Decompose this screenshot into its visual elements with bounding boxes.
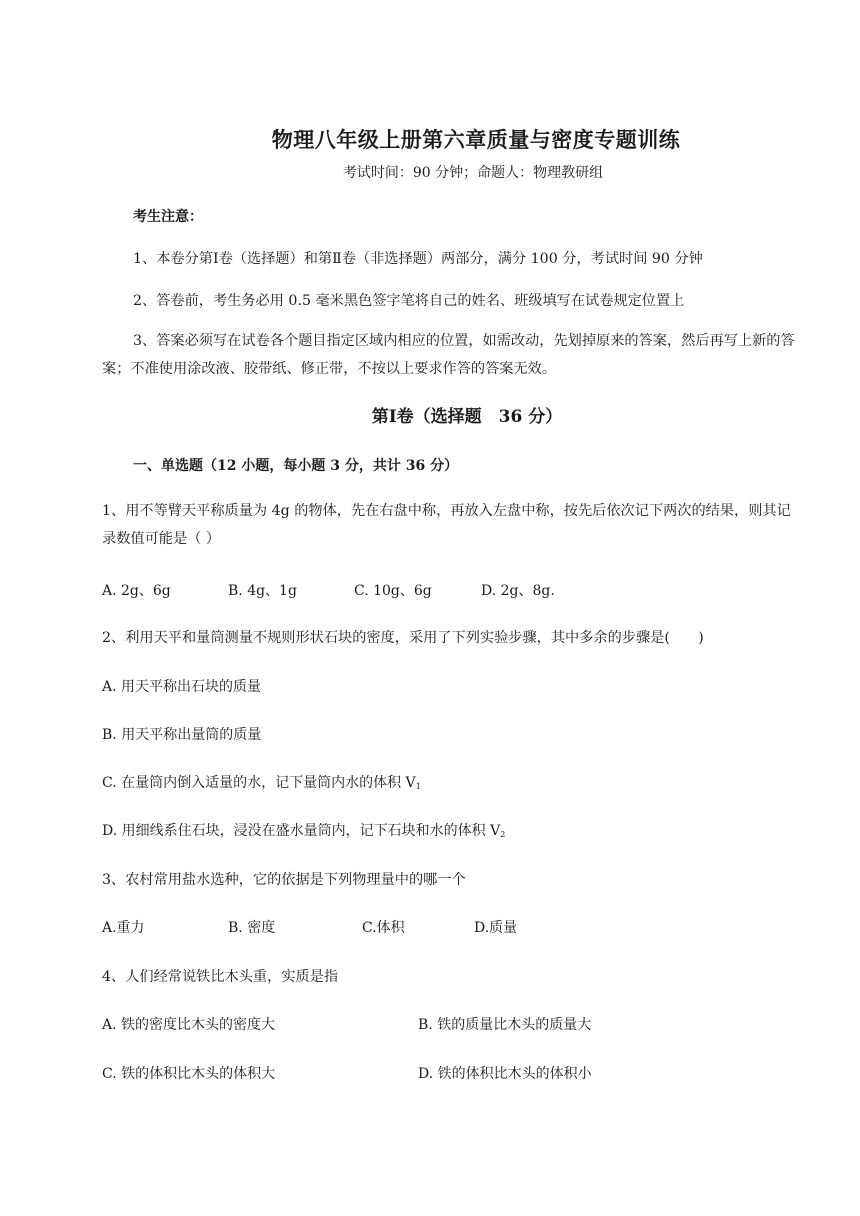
question-1-option-d: D. 2g、8g. bbox=[481, 583, 555, 599]
question-2-option-d bbox=[102, 820, 505, 840]
notice-heading: 考生注意： bbox=[133, 209, 203, 225]
exam-info: 考试时间：90 分钟；命题人：物理教研组 bbox=[342, 165, 604, 181]
question-2-stem: 2、利用天平和量筒测量不规则形状石块的密度，采用了下列实验步骤，其中多余的步骤是( ) bbox=[102, 630, 704, 646]
page-title: 物理八年级上册第六章质量与密度专题训练 bbox=[271, 127, 681, 152]
question-4-stem: 4、人们经常说铁比木头重，实质是指 bbox=[102, 969, 339, 985]
question-4-option-b: B. 铁的质量比木头的质量大 bbox=[418, 1017, 592, 1033]
question-2-option-c-text: C. 在量筒内倒入适量的水，记下量筒内水的体积 V bbox=[102, 775, 416, 791]
question-2-option-a: A. 用天平称出石块的质量 bbox=[102, 679, 262, 695]
question-1-option-c: C. 10g、6g bbox=[354, 583, 432, 599]
notice-item-3: 3、答案必须写在试卷各个题目指定区域内相应的位置，如需改动，先划掉原来的答案，然后再写上新的答案；不准使用涂改液、胶带纸、修正带，不按以上要求作答的答案无效。 bbox=[102, 333, 795, 377]
part-title: 一、单选题（12 小题，每小题 3 分，共计 36 分） bbox=[133, 458, 459, 474]
question-1-option-b: B. 4g、1g bbox=[228, 583, 297, 599]
subscript-1: 1 bbox=[415, 782, 421, 791]
question-3-stem: 3、农村常用盐水选种，它的依据是下列物理量中的哪一个 bbox=[102, 872, 466, 888]
question-3-option-d: D.质量 bbox=[474, 920, 518, 936]
question-4-option-d: D. 铁的体积比木头的体积小 bbox=[418, 1066, 592, 1082]
question-3-option-a: A.重力 bbox=[102, 920, 145, 936]
question-2-option-c bbox=[102, 772, 421, 792]
notice-item-2: 2、答卷前，考生务必用 0.5 毫米黑色签字笔将自己的姓名、班级填写在试卷规定位置上 bbox=[133, 293, 685, 309]
question-2-option-d-text: D. 用细线系住石块，浸没在盛水量筒内，记下石块和水的体积 V bbox=[102, 823, 501, 839]
subscript-2: 2 bbox=[500, 830, 506, 839]
question-4-option-a: A. 铁的密度比木头的密度大 bbox=[102, 1017, 276, 1033]
question-3-option-c: C.体积 bbox=[362, 920, 405, 936]
question-4-option-c: C. 铁的体积比木头的体积大 bbox=[102, 1066, 276, 1082]
section-title: 第Ⅰ卷（选择题 36 分） bbox=[371, 407, 563, 427]
question-1-stem: 1、用不等臂天平称质量为 4g 的物体，先在右盘中称，再放入左盘中称，按先后依次记下两次的结果，则其记录数值可能是（ ） bbox=[102, 503, 791, 547]
question-1-option-a: A. 2g、6g bbox=[102, 583, 171, 599]
question-3-option-b: B. 密度 bbox=[228, 920, 276, 936]
question-2-option-b: B. 用天平称出量筒的质量 bbox=[102, 727, 262, 743]
notice-item-1: 1、本卷分第Ⅰ卷（选择题）和第Ⅱ卷（非选择题）两部分，满分 100 分，考试时间 90 分钟 bbox=[133, 251, 703, 267]
